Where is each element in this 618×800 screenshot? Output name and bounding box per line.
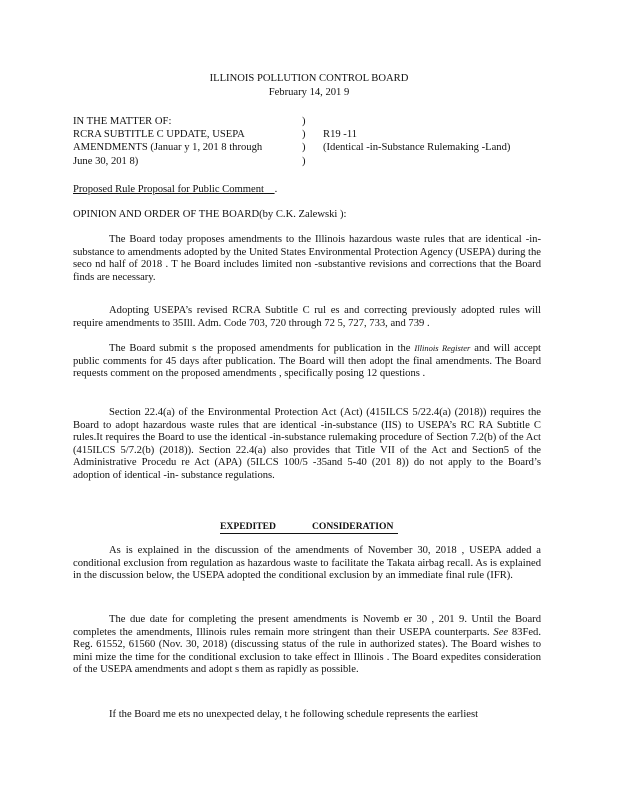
paragraph-7	[73, 709, 541, 722]
caption-line-2: RCRA SUBTITLE C UPDATE, USEPA	[73, 129, 245, 140]
paragraph-6	[73, 614, 541, 677]
caption-paren-4: )	[302, 156, 306, 167]
proposal-heading-text: Proposed Rule Proposal for Public Comment	[73, 184, 264, 195]
board-title: ILLINOIS POLLUTION CONTROL BOARD	[209, 73, 409, 84]
caption-paren-1: )	[302, 116, 306, 127]
rulemaking-type: (Identical -in-Substance Rulemaking -Land)	[323, 142, 511, 153]
caption-paren-3: )	[302, 142, 306, 153]
caption-paren-2: )	[302, 129, 306, 140]
docket-number: R19 -11	[323, 129, 358, 140]
paragraph-1	[73, 234, 541, 284]
paragraph-7-text: If the Board me ets no unexpected delay, t he following schedule represents the earliest	[109, 709, 479, 720]
paragraph-5-text: As is explained in the discussion of the amendments of November 30, 2018 , USEPA added a conditional exclusion from regulation as hazardous waste to facilitate the Takata airbag recall. As is explained in the discussion below, the USEPA adopted the conditional exclusion by an immediate final rule (IFR).	[73, 545, 541, 582]
caption-line-3: AMENDMENTS (Januar y 1, 201 8 through	[73, 142, 263, 153]
paragraph-2	[73, 305, 541, 330]
proposal-heading-trail	[264, 184, 275, 195]
paragraph-4-text: Section 22.4(a) of the Environmental Protection Act (Act) (415ILCS 5/22.4(a) (2018)) requires the Board to adopt hazardous waste rules that are identical -in-substance (IIS) to USEPA’s RC RA Subtitle C rules.It requires the Board to use the identical -in-substance rulemaking procedure of Section 7.2(b) of the Act (415ILCS 5/7.2(b) (2018)). Section 22.4(a) also provides that Title VII of the Act and Section5 of the Administrative Procedu re Act (APA) (5ILCS 100/5 -35and 5-40 (201 8)) do not apply to the Board’s adoption of identical -in- substance regulations.	[73, 407, 541, 481]
paragraph-4	[73, 407, 541, 483]
expedited-heading-word2: CONSIDERATION	[311, 521, 394, 532]
expedited-heading	[220, 521, 393, 532]
proposal-heading	[73, 184, 277, 195]
paragraph-6-text: The due date for completing the present amendments is Novemb er 30 , 201 9. Until the Board completes the amendments, Illinois rules remain more stringent than their USEPA counterparts. See 83Fed. Reg. 61552, 61560 (Nov. 30, 2018) (discussing status of the rule in authorized states). The Board wishes to mini mize the time for the conditional exclusion to take effect in Illinois . The Board expedites consideration of the USEPA amendments and adopt s them as rapidly as possible.	[73, 614, 541, 676]
expedited-heading-word1: EXPEDITED	[220, 521, 276, 532]
paragraph-3	[73, 342, 541, 381]
proposal-heading-end: .	[274, 184, 278, 195]
paragraph-3-text: The Board submit s the proposed amendments for publication in the Illinois Register and will accept public comments for 45 days after publication. The Board will then adopt the final amendments. The Board requests comment on the proposed amendments , specifically posing 12 questions .	[73, 343, 541, 380]
paragraph-1-text: The Board today proposes amendments to the Illinois hazardous waste rules that are identical -in-substance to amendments adopted by the United States Environmental Protection Agency (USEPA) during the seco nd half of 2018 . T he Board includes limited non -substantive revisions and corrections that the Board finds are necessary.	[73, 234, 541, 283]
paragraph-5	[73, 545, 541, 583]
caption-line-4: June 30, 201 8)	[73, 156, 139, 167]
document-date: February 14, 201 9	[268, 87, 350, 98]
caption-line-1: IN THE MATTER OF:	[73, 116, 172, 127]
expedited-heading-underline	[220, 533, 398, 534]
paragraph-2-text: Adopting USEPA’s revised RCRA Subtitle C rul es and correcting previously adopted rules will require amendments to 35Ill. Adm. Code 703, 720 through 72 5, 727, 733, and 739 .	[73, 305, 541, 329]
opinion-heading: OPINION AND ORDER OF THE BOARD(by C.K. Zalewski ):	[73, 209, 347, 220]
